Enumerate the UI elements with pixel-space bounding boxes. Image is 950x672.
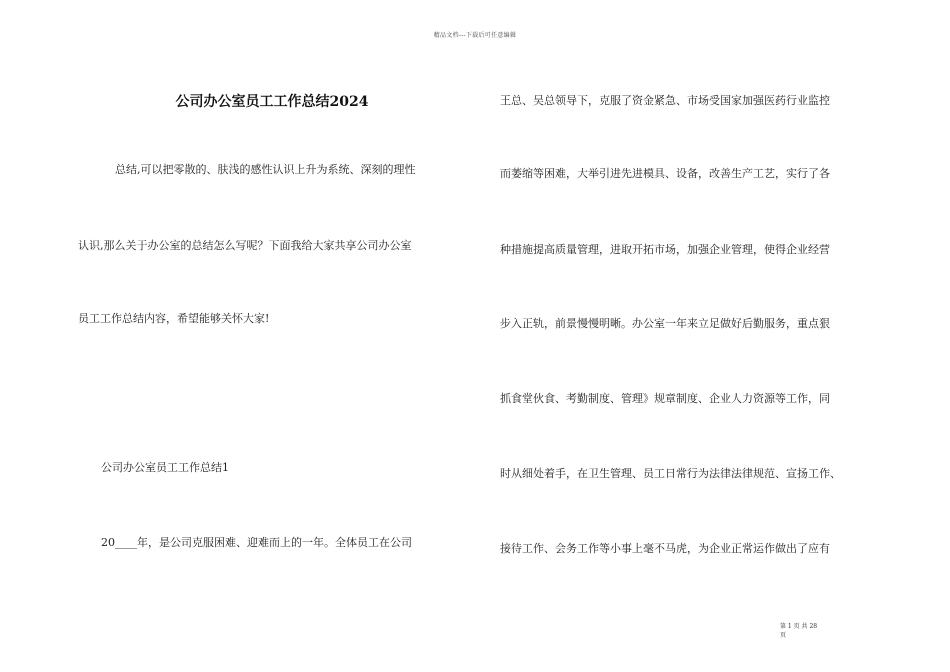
paragraph-line: 接待工作、会务工作等小事上毫不马虎，为企业正常运作做出了应有	[500, 542, 830, 555]
paragraph-line: 认识,那么关于办公室的总结怎么写呢？下面我给大家共享公司办公室	[78, 239, 412, 252]
paragraph-line: 而萎缩等困难，大举引进先进模具、设备，改善生产工艺，实行了各	[500, 167, 830, 180]
paragraph-line: 总结,可以把零散的、肤浅的感性认识上升为系统、深刻的理性	[115, 163, 416, 176]
page-header: 精品文档---下载后可任意编辑	[433, 32, 517, 39]
paragraph-line: 时从细处着手，在卫生管理、员工日常行为法律法律规范、宣扬工作、	[500, 467, 841, 480]
paragraph-line: 种措施提高质量管理，进取开拓市场，加强企业管理，使得企业经营	[500, 243, 830, 256]
paragraph-line: 步入正轨，前景慢慢明晰。办公室一年来立足做好后勤服务，重点狠	[500, 317, 830, 330]
paragraph-line: 抓食堂伙食、考勤制度、管理》规章制度、企业人力资源等工作，同	[500, 392, 830, 405]
page-number-line: 第 1 页 共 28	[780, 623, 818, 630]
paragraph-line: 20____年，是公司克服困难、迎难而上的一年。全体员工在公司	[101, 536, 412, 549]
page-number-line: 页	[780, 632, 787, 639]
section-heading: 公司办公室员工工作总结1	[101, 461, 229, 474]
paragraph-line: 王总、吴总领导下，克服了资金紧急、市场受国家加强医药行业监控	[500, 94, 830, 107]
document-title: 公司办公室员工工作总结2024	[175, 94, 369, 110]
paragraph-line: 员工工作总结内容，希望能够关怀大家!	[78, 312, 270, 325]
page-number	[780, 622, 817, 640]
